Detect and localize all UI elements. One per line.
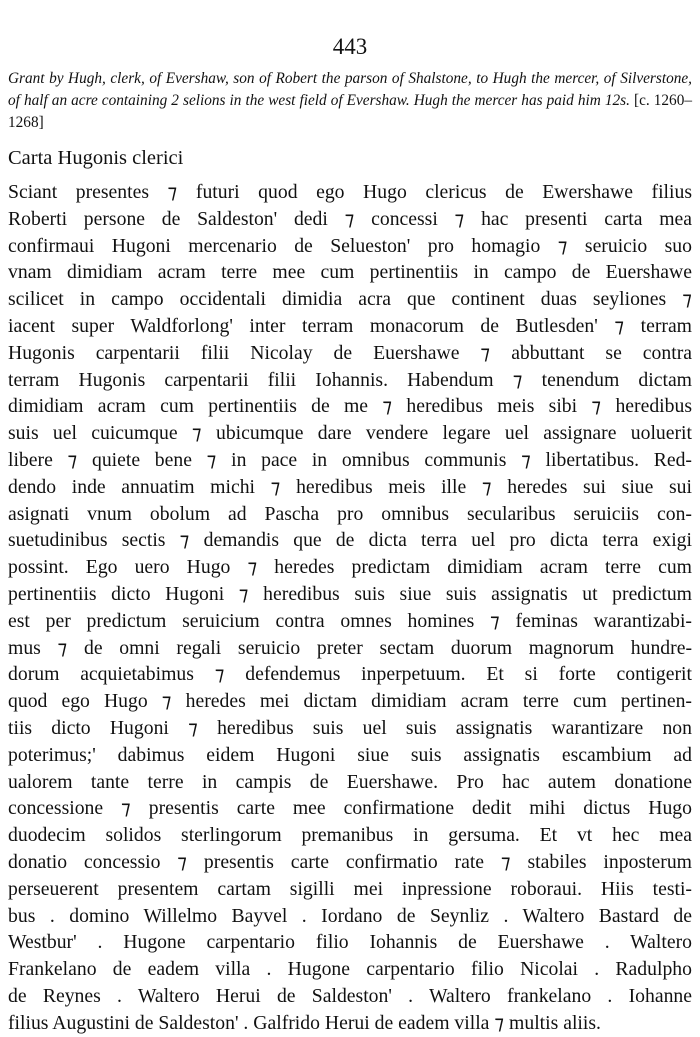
body-line: confirmaui Hugoni mercenario de Selueston' pro homagio ⁊ seruicio suo: [8, 234, 692, 257]
body-line: asignati vnum obolum ad Pascha pro omnibus secularibus seruiciis con-: [8, 502, 692, 525]
body-line: poterimus;' dabimus eidem Hugoni siue suis assignatis escambium ad: [8, 743, 692, 766]
body-line: est per predictum seruicium contra omnes homines ⁊ feminas warantizabi-: [8, 609, 692, 632]
page-number: 443: [332, 34, 368, 59]
body-line: vnam dimidiam acram terre mee cum pertinentiis in campo de Euershawe: [8, 261, 692, 284]
body-line: concessione ⁊ presentis carte mee confirmatione dedit mihi dictus Hugo: [8, 797, 692, 820]
body-line: bus . domino Willelmo Bayvel . Iordano de Seynliz . Waltero Bastard de: [8, 904, 692, 927]
charter-summary: [8, 68, 692, 134]
body-line: perseuerent presentem cartam sigilli mei inpressione roboraui. Hiis testi-: [8, 877, 692, 900]
body-line: donatio concessio ⁊ presentis carte confirmatio rate ⁊ stabiles inposterum: [8, 850, 692, 873]
body-line: dorum acquietabimus ⁊ defendemus inperpetuum. Et si forte contigerit: [8, 663, 692, 686]
body-line: scilicet in campo occidentali dimidia acra que continent duas seyliones ⁊: [8, 288, 692, 311]
body-line: Westbur' . Hugone carpentario filio Iohannis de Euershawe . Waltero: [8, 931, 692, 954]
body-line: possint. Ego uero Hugo ⁊ heredes predictam dimidiam acram terre cum: [8, 556, 692, 579]
body-line: libere ⁊ quiete bene ⁊ in pace in omnibus communis ⁊ libertatibus. Red-: [8, 448, 692, 471]
body-line: suis uel cuicumque ⁊ ubicumque dare vendere legare uel assignare uoluerit: [8, 422, 692, 445]
body-line: tiis dicto Hugoni ⁊ heredibus suis uel suis assignatis warantizare non: [8, 716, 692, 739]
body-line: Hugonis carpentarii filii Nicolay de Euershawe ⁊ abbuttant se contra: [8, 341, 692, 364]
summary-date: [c. 1260–1268]: [8, 92, 693, 131]
body-line: dimidiam acram cum pertinentiis de me ⁊ heredibus meis sibi ⁊ heredibus: [8, 395, 692, 418]
body-line: pertinentiis dicto Hugoni ⁊ heredibus suis siue suis assignatis ut predictum: [8, 582, 692, 605]
body-line: mus ⁊ de omni regali seruicio preter sectam duorum magnorum hundre-: [8, 636, 692, 659]
summary-text: Grant by Hugh, clerk, of Evershaw, son of Robert the parson of Shalstone, to Hugh the mercer, of Silverstone, of half an acre containing 2 selions in the west field of Evershaw. Hugh the mercer has paid him 12s.: [8, 70, 692, 109]
charter-body: [8, 179, 692, 1037]
body-line: quod ego Hugo ⁊ heredes mei dictam dimidiam acram terre cum pertinen-: [8, 690, 692, 713]
body-line: filius Augustini de Saldeston' . Galfrido Herui de eadem villa ⁊ multis aliis.: [8, 1011, 601, 1034]
body-line: de Reynes . Waltero Herui de Saldeston' . Waltero frankelano . Iohanne: [8, 984, 692, 1007]
body-line: duodecim solidos sterlingorum premanibus in gersuma. Et vt hec mea: [8, 824, 692, 847]
body-line: iacent super Waldforlong' inter terram monacorum de Butlesden' ⁊ terram: [8, 314, 692, 337]
body-line: Roberti persone de Saldeston' dedi ⁊ concessi ⁊ hac presenti carta mea: [8, 207, 692, 230]
body-line: terram Hugonis carpentarii filii Iohannis. Habendum ⁊ tenendum dictam: [8, 368, 692, 391]
body-line: dendo inde annuatim michi ⁊ heredibus meis ille ⁊ heredes sui siue sui: [8, 475, 692, 498]
charter-heading: Carta Hugonis clerici: [8, 147, 184, 169]
body-line: Frankelano de eadem villa . Hugone carpentario filio Nicolai . Radulpho: [8, 958, 692, 981]
body-line: Sciant presentes ⁊ futuri quod ego Hugo clericus de Ewershawe filius: [8, 181, 692, 203]
body-line: suetudinibus sectis ⁊ demandis que de dicta terra uel pro dicta terra exigi: [8, 529, 692, 552]
body-line: ualorem tante terre in campis de Euershawe. Pro hac autem donatione: [8, 770, 692, 793]
